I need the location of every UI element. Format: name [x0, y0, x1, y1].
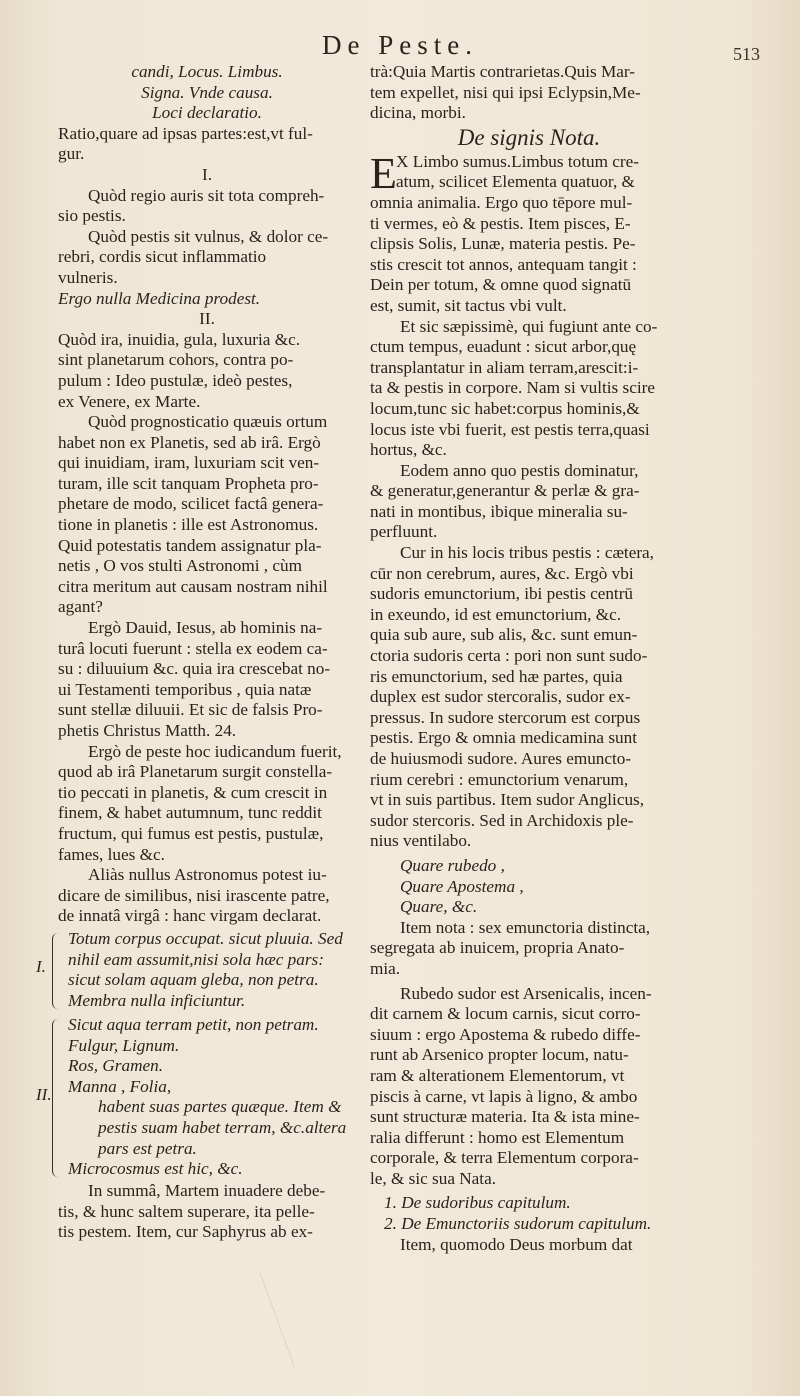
text-line: hortus, &c.: [370, 440, 447, 460]
text-line: sio pestis.: [58, 206, 126, 226]
text-line: Quòd ira, inuidia, gula, luxuria &c.: [58, 329, 301, 349]
section-numeral: I.: [201, 164, 213, 184]
dropcap-paragraph: [370, 148, 688, 198]
text-line: pestis suam habet terram, &c.altera: [98, 1117, 347, 1137]
text-line: qui inuidiam, iram, luxuriam scit ven-: [58, 453, 320, 473]
text-line: habet non ex Planetis, sed ab irâ. Ergò: [58, 432, 321, 452]
brace-group-two: [36, 1014, 356, 1181]
text-line: vulneris.: [58, 267, 118, 287]
text-line: dit carnem & locum carnis, sicut corro-: [370, 1004, 641, 1024]
text-line: su : diluuium &c. quia ira crescebat no-: [58, 659, 331, 679]
brace-mark: [52, 1019, 61, 1177]
text-line: Cur in his locis tribus pestis : cætera,: [400, 543, 654, 563]
text-line: Membra nulla inficiuntur.: [68, 990, 246, 1010]
text-line: nius ventilabo.: [370, 831, 472, 851]
text-line: tem expellet, nisi qui ipsi Eclypsin,Me-: [370, 82, 641, 102]
text-line: Eodem anno quo pestis dominatur,: [400, 460, 639, 480]
text-line: sicut solam aquam gleba, non petra.: [68, 970, 319, 990]
text-line: Microcosmus est hic, &c.: [68, 1159, 243, 1179]
text-line: de huiusmodi sudore. Aures emuncto-: [370, 749, 632, 768]
text-line: cūr non cerebrum, aures, &c. Ergò vbi: [370, 563, 634, 583]
text-line: Loci declaratio.: [152, 103, 262, 123]
text-line: fames, lues &c.: [58, 844, 165, 864]
text-line: sint planetarum cohors, contra po-: [58, 350, 294, 370]
text-line: pressus. In sudore stercorum est corpus: [370, 707, 641, 727]
text-line: runt ab Arsenico propter locum, natu-: [370, 1045, 629, 1065]
text-line: fructum, qui fumus est pestis, pustulæ,: [58, 823, 324, 843]
text-line: in exeundo, id est emunctorium, &c.: [370, 604, 622, 624]
text-line: ctum tempus, euadunt : sicut arbor,quę: [370, 337, 637, 357]
text-line: Rubedo sudor est Arsenicalis, incen-: [400, 983, 652, 1003]
drop-cap: E: [370, 148, 397, 198]
text-line: Ergò Dauid, Iesus, ab hominis na-: [88, 618, 323, 638]
text-line: pestis. Ergo & omnia medicamina sunt: [370, 728, 638, 748]
text-line: Ergò de peste hoc iudicandum fuerit,: [88, 741, 342, 761]
text-line: tione in planetis : ille est Astronomus.: [58, 515, 319, 535]
text-line: sunt structuræ materia. Ita & ista mine-: [370, 1107, 640, 1127]
text-line: ui Testamenti temporibus , quia natæ: [58, 679, 312, 699]
text-line: ralia differunt : homo est Elementum: [370, 1127, 625, 1147]
text-line: phetis Christus Matth. 24.: [58, 721, 237, 740]
text-line: Item nota : sex emunctoria distincta,: [400, 917, 651, 937]
text-line: Dein per totum, & omne quod signatū: [370, 275, 632, 295]
right-column: [370, 62, 688, 1255]
text-line: habent suas partes quæque. Item &: [98, 1097, 342, 1117]
text-line: Ratio,quare ad ipsas partes:est,vt ful-: [58, 123, 313, 143]
text-line: ram & alterationem Elementorum, vt: [370, 1065, 625, 1085]
text-line: mia.: [370, 958, 401, 978]
text-line: stis crescit tot annos, antequam tangit :: [370, 254, 637, 274]
text-line: tis, & hunc saltem superare, ita pelle-: [58, 1201, 315, 1221]
text-line: phetare de modo, scilicet factâ genera-: [58, 494, 324, 514]
text-line: citra meritum aut causam nostram nihil: [58, 576, 328, 596]
text-line: Ergo nulla Medicina prodest.: [58, 288, 261, 308]
text-line: atum, scilicet Elementa quatuor, &: [396, 172, 635, 192]
text-line: rebri, cordis sicut inflammatio: [58, 247, 267, 267]
text-line: agant?: [58, 597, 103, 617]
text-line: Totum corpus occupat. sicut pluuia. Sed: [68, 928, 343, 948]
text-line: de innatâ virgâ : hanc virgam declarat.: [58, 906, 322, 926]
text-line: le, & sic sua Nata.: [370, 1168, 497, 1188]
text-line: Manna , Folia,: [68, 1076, 172, 1096]
text-line: finem, & habet autumnum, tunc reddit: [58, 803, 322, 823]
page-number: 513: [733, 44, 760, 64]
text-line: X Limbo sumus.Limbus totum cre-: [396, 151, 639, 171]
text-line: tio peccati in planetis, & cum crescit in: [58, 782, 328, 802]
text-line: candi, Locus. Limbus.: [131, 62, 283, 81]
text-line: tis pestem. Item, cur Saphyrus ab ex-: [58, 1222, 313, 1242]
brace-group-one: [36, 928, 356, 1011]
brace-mark: [52, 933, 61, 1009]
text-line: Et sic sæpissimè, qui fugiunt ante co-: [400, 316, 658, 336]
text-line: siuum : ergo Apostema & rubedo diffe-: [370, 1024, 641, 1044]
text-line: dicare de similibus, nisi irascente patre,: [58, 885, 330, 905]
text-line: Quid potestatis tandem assignatur pla-: [58, 535, 322, 555]
text-line: turam, ille scit tanquam Propheta pro-: [58, 473, 319, 493]
text-line: Quòd prognosticatio quæuis ortum: [88, 412, 328, 432]
text-line: omnia animalia. Ergo quo tēpore mul-: [370, 192, 633, 212]
text-line: trà:Quia Martis contrarietas.Quis Mar-: [370, 62, 636, 81]
quare-line: Quare Apostema ,: [400, 876, 524, 896]
text-line: sunt stellæ diluuii. Et sic de falsis Pro-: [58, 700, 323, 720]
text-line: Item, quomodo Deus morbum dat: [400, 1234, 633, 1254]
text-line: rium cerebri : emunctorium venarum,: [370, 769, 629, 789]
section-title: De signis Nota.: [457, 124, 601, 150]
text-line: piscis à carne, vt lapis à ligno, & ambo: [370, 1086, 638, 1106]
section-numeral: II.: [199, 309, 215, 329]
text-line: nihil eam assumit,nisi sola hæc pars:: [68, 949, 324, 969]
text-line: perfluunt.: [370, 522, 438, 542]
text-line: quod ab irâ Planetarum surgit constella-: [58, 762, 333, 782]
text-line: corporale, & terra Elementum corpora-: [370, 1148, 639, 1168]
brace-label: I.: [36, 956, 46, 976]
text-line: ti vermes, eò & pestis. Item pisces, E-: [370, 213, 631, 233]
text-line: ris emunctorium, sed hæ partes, quia: [370, 666, 623, 686]
text-line: sudoris emunctorium, ibi pestis centrū: [370, 584, 634, 604]
text-line: Ros, Gramen.: [68, 1056, 164, 1076]
text-line: gur.: [58, 144, 85, 164]
text-line: locus iste vbi fuerit, est pestis terra,quasi: [370, 419, 650, 439]
text-line: pars est petra.: [98, 1138, 197, 1158]
text-line: ctoria sudoris certa : pori non sunt sudo-: [370, 646, 648, 666]
text-line: duplex est sudor stercoralis, sudor ex-: [370, 687, 631, 707]
text-line: Signa. Vnde causa.: [141, 82, 273, 102]
text-line: Quòd pestis sit vulnus, & dolor ce-: [88, 226, 329, 246]
text-line: ex Venere, ex Marte.: [58, 391, 201, 411]
text-line: Fulgur, Lignum.: [68, 1035, 180, 1055]
paper-crease: [260, 1253, 352, 1368]
text-line: nati in montibus, ibique mineralia su-: [370, 501, 628, 521]
text-line: Aliàs nullus Astronomus potest iu-: [88, 865, 327, 885]
text-line: vt in suis partibus. Item sudor Anglicus,: [370, 790, 645, 810]
chapter-entry: 2. De Emunctoriis sudorum capitulum.: [384, 1214, 652, 1234]
quare-line: Quare, &c.: [400, 897, 478, 917]
running-head: De Peste.: [322, 30, 478, 60]
text-line: segregata ab inuicem, propria Anato-: [370, 938, 625, 958]
text-line: In summâ, Martem inuadere debe-: [88, 1180, 326, 1200]
text-line: pulum : Ideo pustulæ, ideò pestes,: [58, 370, 293, 390]
text-line: transplantatur in aliam terram,arescit:i-: [370, 357, 639, 377]
text-line: turâ locuti fuerunt : stella ex eodem ca-: [58, 638, 328, 658]
brace-label: II.: [36, 1084, 52, 1104]
text-line: clipsis Solis, Lunæ, materia pestis. Pe-: [370, 234, 636, 254]
text-line: dicina, morbi.: [370, 103, 466, 123]
text-line: & generatur,generantur & perlæ & gra-: [370, 481, 640, 501]
text-line: Quòd regio auris sit tota compreh-: [88, 185, 325, 205]
text-line: quia sub aure, sub alis, &c. sunt emun-: [370, 625, 638, 645]
text-line: locum,tunc sic habet:corpus hominis,&: [370, 398, 640, 418]
quare-line: Quare rubedo ,: [400, 855, 505, 875]
text-line: Sicut aqua terram petit, non petram.: [68, 1014, 319, 1034]
text-line: netis , O vos stulti Astronomi , cùm: [58, 556, 302, 576]
text-line: sudor stercoris. Sed in Archidoxis ple-: [370, 810, 634, 830]
text-line: est, sumit, sit tactus vbi vult.: [370, 295, 567, 315]
left-column: [36, 62, 356, 1243]
text-line: ta & pestis in corpore. Nam si vultis scire: [370, 378, 655, 398]
chapter-entry: 1. De sudoribus capitulum.: [384, 1193, 571, 1213]
